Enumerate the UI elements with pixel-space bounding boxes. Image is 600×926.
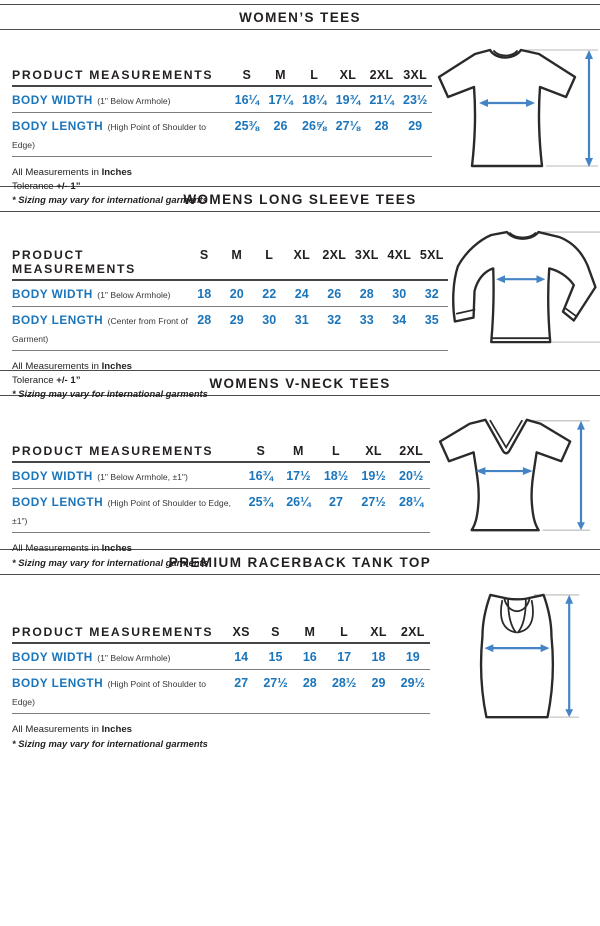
body-width-row	[12, 87, 432, 113]
measurement-value: 29	[371, 676, 386, 690]
measurement-value: 32	[327, 313, 342, 327]
measurement-value: 28	[359, 287, 374, 301]
row-label-note: (High Point of Shoulder to Edge)	[12, 679, 207, 707]
measurement-value: 29½	[400, 676, 425, 690]
table-notes	[12, 723, 430, 750]
table-header-row	[12, 64, 432, 87]
body-width-row	[12, 463, 430, 489]
units-note: All Measurements in Inches	[12, 543, 132, 554]
measurement-value: 16	[302, 650, 317, 664]
measurement-value: 23½	[403, 93, 428, 107]
measurement-value: 30	[392, 287, 407, 301]
size-column-header: 2XL	[322, 248, 347, 262]
units-note: All Measurements in Inches	[12, 167, 132, 178]
measurement-value: 16¼	[234, 93, 259, 107]
measurement-value: 18	[197, 287, 212, 301]
length-arrow-icon	[577, 421, 585, 530]
measurement-value: 26	[327, 287, 342, 301]
row-label: BODY LENGTH	[12, 119, 104, 133]
row-label: BODY WIDTH	[12, 93, 93, 107]
units-note: All Measurements in Inches	[12, 361, 132, 372]
body-width-row	[12, 281, 448, 307]
measurement-value: 27⅛	[335, 119, 361, 133]
row-label: BODY LENGTH	[12, 495, 104, 509]
section-title: WOMEN’S TEES	[239, 10, 361, 25]
sizing-note: * Sizing may vary for international garments	[12, 556, 208, 568]
body-length-row	[12, 307, 448, 351]
tank-illustration	[430, 575, 600, 760]
size-column-header: XL	[293, 248, 311, 262]
row-label: BODY WIDTH	[12, 650, 93, 664]
measurement-value: 35	[424, 313, 439, 327]
row-label-note: (1" Below Armhole)	[97, 290, 171, 300]
table-header-label: PRODUCT MEASUREMENTS	[12, 68, 214, 82]
body-length-row	[12, 113, 432, 157]
measurement-value: 19	[405, 650, 420, 664]
row-label-note: (1" Below Armhole, ±1")	[97, 472, 188, 482]
section-racerback-tank	[0, 549, 600, 760]
measurement-value: 18½	[323, 469, 349, 483]
measurement-value: 16¾	[248, 469, 273, 483]
sizing-note: * Sizing may vary for international garments	[12, 737, 208, 749]
length-arrow-icon	[585, 50, 593, 167]
row-label-note: (Center from Front of Garment)	[12, 316, 188, 344]
section-title: WOMENS LONG SLEEVE TEES	[183, 192, 417, 207]
measurement-value: 26¼	[286, 495, 311, 509]
size-column-header: L	[310, 68, 319, 82]
table-header-row	[12, 440, 430, 463]
length-arrow-icon	[565, 595, 573, 717]
size-column-header: 2XL	[399, 444, 424, 458]
table-header-row	[12, 621, 430, 644]
measurement-value: 24	[294, 287, 309, 301]
size-column-header: 5XL	[419, 248, 444, 262]
size-column-header: 3XL	[354, 248, 379, 262]
section-title-bar	[0, 4, 600, 30]
measurement-value: 25⅜	[234, 119, 259, 133]
size-column-header: XL	[365, 444, 382, 458]
measurement-value: 34	[392, 313, 407, 327]
measurements-table	[12, 621, 430, 714]
measurement-value: 31	[294, 313, 309, 327]
size-column-header: S	[199, 248, 209, 262]
measurement-value: 20	[229, 287, 244, 301]
measurements-table	[12, 64, 432, 157]
measurement-value: 28	[197, 313, 212, 327]
measurements-table	[12, 440, 430, 533]
measurement-value: 17½	[286, 469, 311, 483]
section-title: WOMENS V-NECK TEES	[209, 376, 391, 391]
units-note: All Measurements in Inches	[12, 724, 132, 735]
tolerance-note: Tolerance +/- 1”	[12, 374, 81, 386]
row-label: BODY LENGTH	[12, 676, 104, 690]
row-label: BODY LENGTH	[12, 313, 104, 327]
size-column-header: XS	[232, 625, 250, 639]
measurement-value: 18¼	[302, 93, 327, 107]
racerback-tank-drawing	[438, 589, 590, 727]
measurement-value: 19¾	[335, 93, 361, 107]
size-column-header: S	[242, 68, 252, 82]
measurement-value: 27	[329, 495, 343, 509]
sizing-note: * Sizing may vary for international garments	[12, 194, 208, 205]
size-column-header: 4XL	[387, 248, 412, 262]
size-column-header: S	[256, 444, 266, 458]
tolerance-note: Tolerance +/- 1”	[12, 180, 81, 192]
size-column-header: XL	[339, 68, 357, 82]
long-sleeve-tee-drawing	[448, 224, 600, 360]
v-neck-illustration	[430, 396, 600, 549]
size-column-header: S	[271, 625, 280, 639]
measurement-value: 17¼	[268, 93, 293, 107]
short-sleeve-tee-drawing	[432, 40, 600, 180]
measurement-value: 22	[262, 287, 277, 301]
measurement-value: 27	[234, 676, 249, 690]
table-header-row	[12, 244, 448, 281]
measurement-value: 28	[302, 676, 317, 690]
measurements-table	[12, 244, 448, 351]
body-width-row	[12, 644, 430, 670]
measurement-value: 27½	[361, 495, 386, 509]
measurement-value: 26	[273, 119, 288, 133]
measurement-value: 25¾	[248, 495, 273, 509]
size-column-header: 2XL	[369, 68, 394, 82]
size-column-header: M	[293, 444, 304, 458]
size-column-header: 2XL	[400, 625, 425, 639]
size-column-header: M	[231, 248, 243, 262]
measurement-value: 26⅝	[302, 119, 327, 133]
measurement-value: 20½	[399, 469, 424, 483]
size-column-header: M	[275, 68, 286, 82]
body-length-row	[12, 489, 430, 533]
measurement-value: 29	[229, 313, 244, 327]
section-title: PREMIUM RACERBACK TANK TOP	[168, 555, 432, 570]
measurement-value: 30	[262, 313, 277, 327]
table-header-label: PRODUCT MEASUREMENTS	[12, 248, 136, 276]
row-label: BODY WIDTH	[12, 287, 93, 301]
measurement-value: 32	[424, 287, 439, 301]
long-sleeve-illustration	[448, 212, 600, 370]
measurement-value: 27½	[263, 676, 288, 690]
measurement-value: 19½	[361, 469, 386, 483]
measurement-value: 28	[374, 119, 389, 133]
row-label-note: (1" Below Armhole)	[97, 653, 171, 663]
measurement-value: 15	[268, 650, 283, 664]
measurement-value: 28½	[331, 676, 357, 690]
size-column-header: L	[265, 248, 274, 262]
body-length-row	[12, 670, 430, 714]
size-column-header: M	[304, 625, 316, 639]
measurement-value: 18	[371, 650, 386, 664]
sizing-note: * Sizing may vary for international garments	[12, 388, 208, 399]
size-column-header: XL	[370, 625, 387, 639]
row-label-note: (High Point of Shoulder to Edge, ±1")	[12, 498, 231, 526]
row-label: BODY WIDTH	[12, 469, 93, 483]
size-column-header: L	[332, 444, 340, 458]
measurement-value: 21¼	[369, 93, 394, 107]
size-column-header: L	[340, 625, 349, 639]
size-column-header: 3XL	[403, 68, 428, 82]
row-label-note: (1" Below Armhole)	[97, 96, 171, 106]
measurement-value: 14	[234, 650, 249, 664]
table-header-label: PRODUCT MEASUREMENTS	[12, 625, 214, 639]
measurement-value: 28¼	[399, 495, 424, 509]
measurement-value: 33	[359, 313, 374, 327]
measurement-value: 17	[337, 650, 352, 664]
v-neck-tee-drawing	[430, 408, 598, 542]
row-label-note: (High Point of Shoulder to Edge)	[12, 122, 207, 150]
table-header-label: PRODUCT MEASUREMENTS	[12, 444, 214, 458]
tee-illustration	[432, 30, 600, 186]
measurement-value: 29	[408, 119, 423, 133]
